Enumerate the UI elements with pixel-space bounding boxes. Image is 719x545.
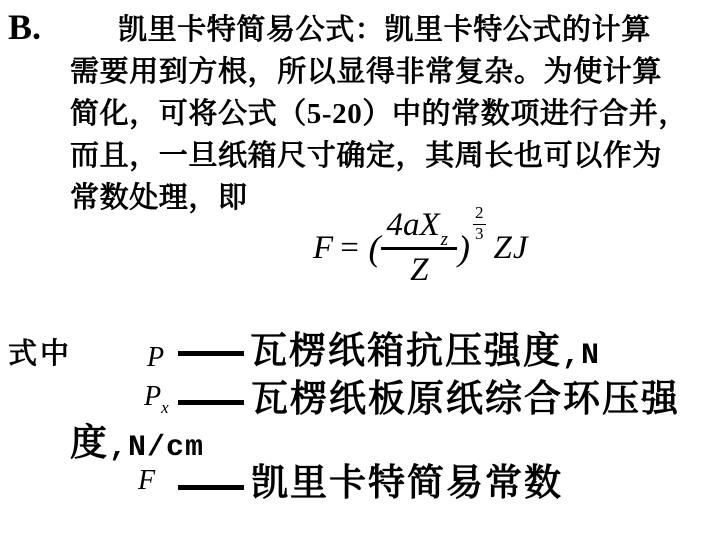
legend-desc-P (250, 331, 600, 374)
formula (313, 203, 529, 288)
formula-denominator: Z (410, 251, 429, 288)
symbol-letter: P (147, 342, 165, 373)
legend-symbol-P (147, 343, 164, 374)
formula-exponent-numerator: 2 (473, 204, 486, 225)
formula-exponent-denominator: 3 (475, 224, 484, 244)
legend-symbol-Px (144, 381, 169, 417)
paragraph-line: 而且，一旦纸箱尺寸确定，其周长也可以作为 (70, 140, 663, 172)
symbol-letter: P (144, 381, 162, 412)
formula-fraction (381, 208, 457, 288)
formula-numerator (381, 208, 457, 250)
list-marker: B. (8, 7, 42, 47)
dash-line (178, 485, 244, 490)
desc-text: 凯里卡特简易常数 (251, 463, 563, 504)
formula-open-paren: ( (368, 228, 381, 269)
unit-text: ,N (562, 339, 601, 373)
desc-text: 瓦楞纸板原纸综合环压强 (251, 379, 680, 420)
dash-line (178, 400, 244, 405)
unit-text: ,N/cm (109, 431, 205, 465)
formula-numerator-main: 4aX (386, 207, 440, 243)
desc-text: 瓦楞纸箱抗压强度 (250, 331, 562, 372)
paragraph-line: 需要用到方根，所以显得非常复杂。为使计算 (70, 56, 663, 88)
dash-line (178, 351, 244, 356)
formula-numerator-subscript: z (440, 229, 449, 250)
formula-lhs: F (313, 229, 334, 266)
legend-desc-Px (251, 379, 680, 422)
desc-text: 度 (70, 423, 109, 464)
paragraph-line: 简化，可将公式（5-20）中的常数项进行合并， (70, 98, 688, 130)
paragraph-line: 凯里卡特简易公式：凯里卡特公式的计算 (118, 14, 651, 46)
paragraph (70, 9, 715, 219)
formula-close-paren: ) (458, 228, 471, 269)
legend-symbol-F (138, 466, 155, 497)
legend-intro: 式中 (8, 338, 73, 370)
paragraph-line: 常数处理，即 (70, 182, 248, 214)
symbol-letter: F (138, 465, 156, 496)
formula-trailing: ZJ (493, 229, 529, 266)
symbol-subscript: x (161, 398, 169, 417)
legend-desc-F (251, 463, 563, 506)
legend-wrap-line (70, 423, 204, 466)
formula-equals: = (338, 229, 361, 266)
formula-exponent (473, 204, 486, 243)
